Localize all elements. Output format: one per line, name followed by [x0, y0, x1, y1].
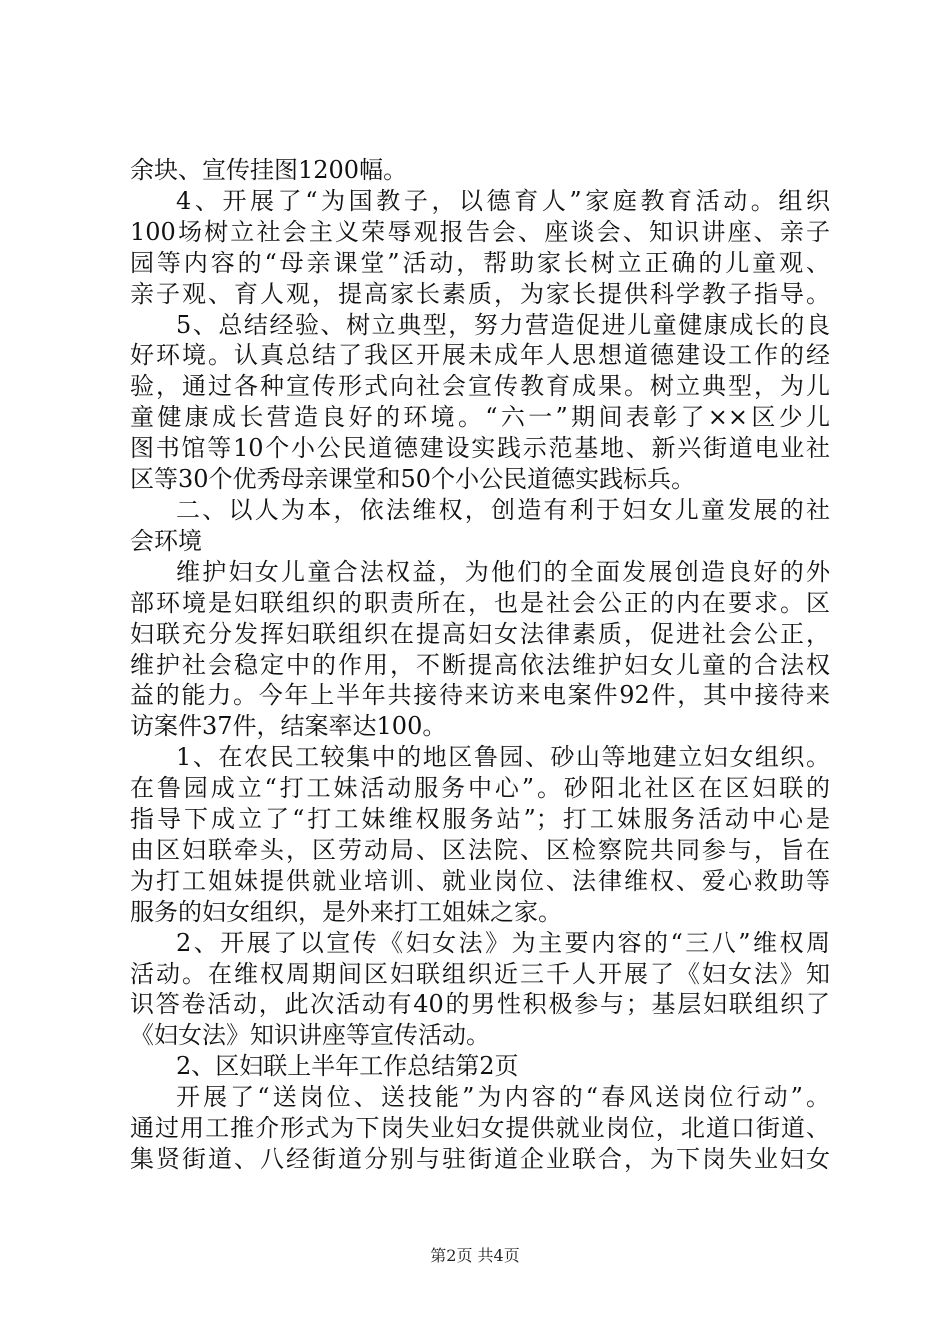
text-line: 维护妇女儿童合法权益，为他们的全面发展创造良好的外: [176, 558, 830, 586]
text-line: 指导下成立了“打工妹维权服务站”；打工妹服务活动中心是: [130, 805, 830, 833]
text-line: 妇联充分发挥妇联组织在提高妇女法律素质，促进社会公正，: [130, 620, 830, 648]
text-line: 亲子观、育人观，提高家长素质，为家长提供科学教子指导。: [130, 280, 830, 308]
text-line: 4、开展了“为国教子，以德育人”家庭教育活动。组织: [176, 187, 830, 215]
text-line: 通过用工推介形式为下岗失业妇女提供就业岗位，北道口街道、: [130, 1114, 830, 1142]
text-line: 维护社会稳定中的作用，不断提高依法维护妇女儿童的合法权: [130, 651, 830, 679]
text-line: 园等内容的“母亲课堂”活动，帮助家长树立正确的儿童观、: [130, 249, 830, 277]
text-line: 益的能力。今年上半年共接待来访来电案件92件，其中接待来: [130, 681, 830, 709]
text-line: 100场树立社会主义荣辱观报告会、座谈会、知识讲座、亲子: [130, 218, 830, 246]
text-line: 1、在农民工较集中的地区鲁园、砂山等地建立妇女组织。: [176, 743, 830, 771]
section-heading-line: 二、以人为本，依法维权，创造有利于妇女儿童发展的社: [176, 496, 830, 524]
text-line: 部环境是妇联组织的职责所在，也是社会公正的内在要求。区: [130, 589, 830, 617]
text-line: 访案件37件，结案率达100。: [130, 712, 447, 740]
text-line: 好环境。认真总结了我区开展未成年人思想道德建设工作的经: [130, 341, 830, 369]
text-line: 开展了“送岗位、送技能”为内容的“春风送岗位行动”。: [176, 1083, 830, 1111]
text-line: 为打工姐妹提供就业培训、就业岗位、法律维权、爱心救助等: [130, 867, 830, 895]
text-line: 服务的妇女组织，是外来打工姐妹之家。: [130, 898, 562, 926]
text-line: 在鲁园成立“打工妹活动服务中心”。砂阳北社区在区妇联的: [130, 774, 830, 802]
text-line: 余块、宣传挂图1200幅。: [130, 156, 408, 184]
text-line: 集贤街道、八经街道分别与驻街道企业联合，为下岗失业妇女: [130, 1145, 830, 1173]
text-line: 2、区妇联上半年工作总结第2页: [176, 1052, 519, 1080]
section-heading-line: 会环境: [130, 527, 202, 555]
text-line: 区等30个优秀母亲课堂和50个小公民道德实践标兵。: [130, 465, 696, 493]
text-line: 图书馆等10个小公民道德建设实践示范基地、新兴街道电业社: [130, 434, 830, 462]
text-line: 2、开展了以宣传《妇女法》为主要内容的“三八”维权周: [176, 929, 830, 957]
text-line: 由区妇联牵头，区劳动局、区法院、区检察院共同参与，旨在: [130, 836, 830, 864]
text-line: 《妇女法》知识讲座等宣传活动。: [130, 1021, 490, 1049]
page-footer: 第2页 共4页: [430, 1246, 520, 1265]
text-line: 5、总结经验、树立典型，努力营造促进儿童健康成长的良: [176, 311, 830, 339]
text-line: 童健康成长营造良好的环境。“六一”期间表彰了××区少儿: [130, 403, 830, 431]
text-line: 验，通过各种宣传形式向社会宣传教育成果。树立典型，为儿: [130, 372, 830, 400]
text-line: 活动。在维权周期间区妇联组织近三千人开展了《妇女法》知: [130, 960, 830, 988]
text-line: 识答卷活动，此次活动有40的男性积极参与；基层妇联组织了: [130, 990, 830, 1018]
